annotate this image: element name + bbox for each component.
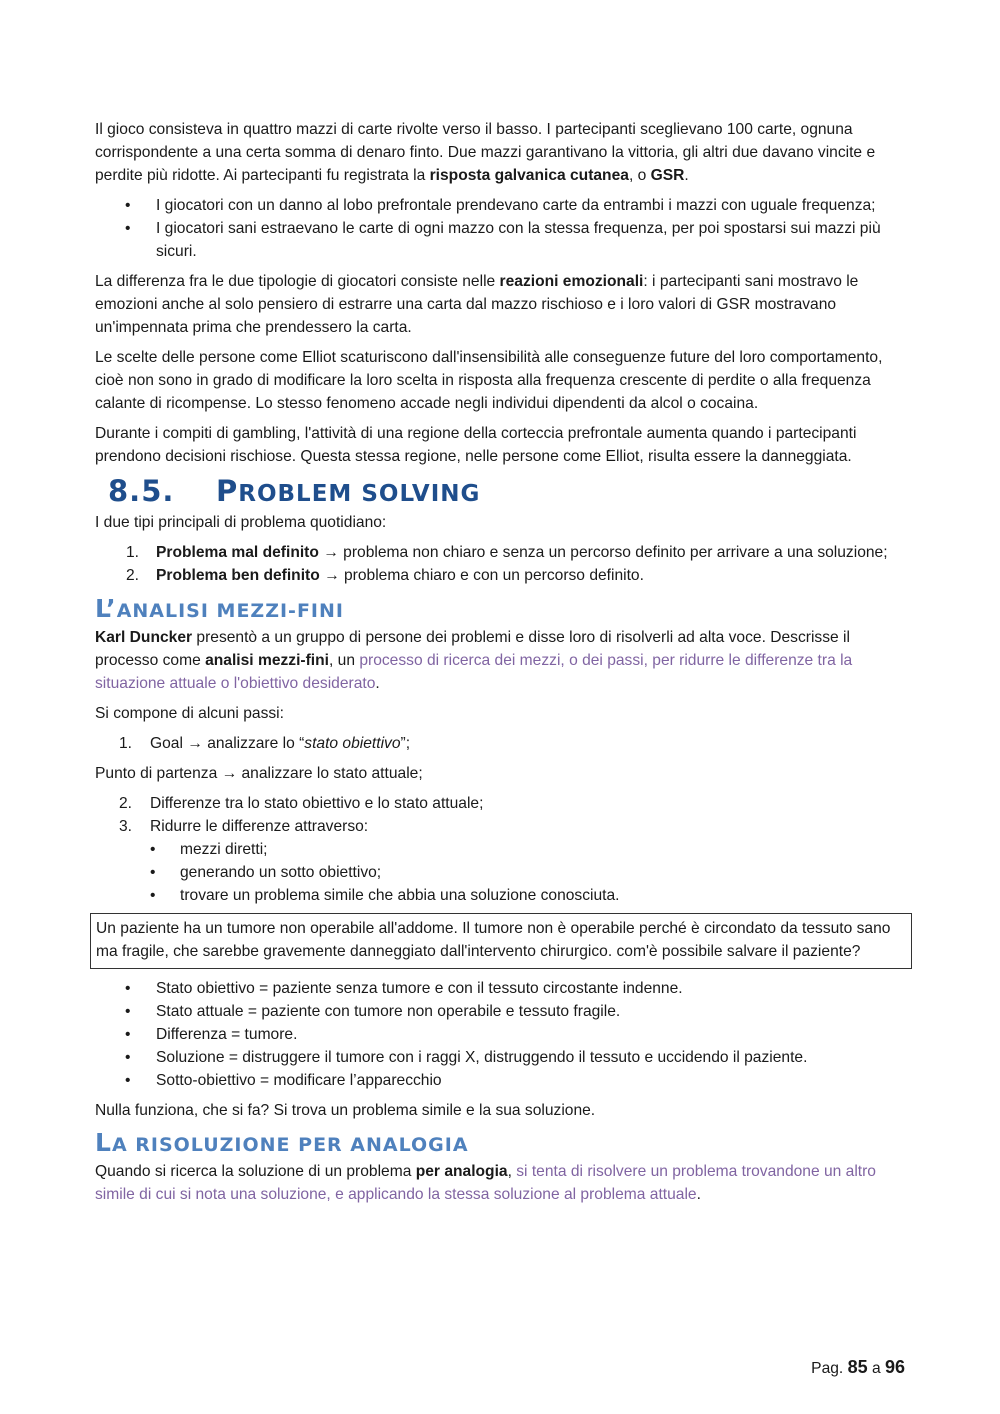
italic-term: stato obiettivo: [304, 735, 401, 752]
text: .: [375, 675, 380, 692]
bold-term: Problema ben definito: [156, 567, 320, 584]
bold-term: reazioni emozionali: [499, 273, 644, 290]
text: ,: [507, 1163, 517, 1180]
nothing-works-paragraph: Nulla funziona, che si fa? Si trova un problema simile e la sua soluzione.: [95, 1102, 596, 1119]
heading-rest: A RISOLUZIONE PER ANALOGIA: [111, 1134, 469, 1156]
highlighted-text: processo di ricerca dei mezzi, o dei passi, per ridurre le differenze tra la situazione attuale o l'obiettivo desiderato: [95, 652, 853, 692]
heading-cap: L: [95, 1128, 112, 1157]
text: Differenze tra lo stato obiettivo e lo stato attuale;: [150, 795, 484, 812]
analogy-paragraph: [95, 1160, 907, 1206]
intro-paragraph-1: [95, 118, 907, 187]
text: → problema non chiaro e senza un percorso definito per arrivare a una soluzione;: [318, 544, 888, 561]
heading-cap: L’: [95, 594, 117, 623]
item-number: 1.: [119, 735, 133, 752]
steps-lead: Si compone di alcuni passi:: [95, 705, 284, 722]
document-page: [95, 118, 907, 1213]
text: → problema chiaro e con un percorso definito.: [319, 567, 644, 584]
section-title-cap: P: [216, 474, 239, 508]
text: Quando si ricerca la soluzione di un problema: [95, 1163, 416, 1180]
text: ”;: [400, 735, 411, 752]
list-item: • Differenza = tumore.: [95, 1023, 907, 1046]
page-footer: [811, 1357, 905, 1378]
list-item: • Stato obiettivo = paziente senza tumore e con il tessuto circostante indenne.: [95, 977, 907, 1000]
step-list-1: [95, 732, 907, 755]
duncker-paragraph: [95, 626, 907, 695]
text: .: [696, 1186, 701, 1203]
text: La differenza fra le due tipologie di giocatori consiste nelle: [95, 273, 500, 290]
subsection-heading-analisi: [95, 594, 907, 626]
page-total: 96: [884, 1357, 905, 1377]
text: .: [684, 167, 689, 184]
intro-bullet-list: [95, 194, 907, 263]
list-item: [95, 815, 907, 907]
text: presentò a un gruppo di persone dei problemi e disse loro di risolverli ad alta voce. Descrisse il processo come: [95, 629, 850, 669]
intro-paragraph-4: Durante i compiti di gambling, l'attività di una regione della corteccia prefrontale aumenta quando i partecipanti prendono decisioni rischiose. Questa stessa regione, nelle persone come Elliot, risulta essere la danneggiata.: [95, 425, 857, 465]
subsection-heading-analogia: [95, 1128, 907, 1160]
bold-term: risposta galvanica cutanea: [429, 167, 629, 184]
section-heading: [95, 474, 907, 511]
step-list-2: [95, 792, 907, 907]
highlighted-text: si tenta di risolvere un problema trovandone un altro simile di cui si nota una soluzione, e applicando la stessa soluzione al problema attuale: [95, 1163, 876, 1203]
item-number: 3.: [119, 818, 133, 835]
footer-prefix: Pag.: [811, 1360, 848, 1377]
section-lead: I due tipi principali di problema quotidiano:: [95, 514, 387, 531]
starting-point-paragraph: Punto di partenza → analizzare lo stato attuale;: [95, 765, 423, 782]
list-item: • Sotto-obiettivo = modificare l’apparecchio: [95, 1069, 907, 1092]
list-item: [95, 732, 907, 755]
list-item: • trovare un problema simile che abbia una soluzione conosciuta.: [95, 884, 907, 907]
bold-term: Problema mal definito: [156, 544, 319, 561]
list-item: [95, 541, 907, 564]
list-item: • Stato attuale = paziente con tumore non operabile e tessuto fragile.: [95, 1000, 907, 1023]
list-item: • Soluzione = distruggere il tumore con i raggi X, distruggendo il tessuto e uccidendo il paziente.: [95, 1046, 907, 1069]
footer-separator: a: [867, 1360, 885, 1377]
text: Il gioco consisteva in quattro mazzi di carte rivolte verso il basso. I partecipanti sceglievano 100 carte, ognuna corrispondente a una certa somma di denaro finto. Due mazzi garantivano la vittoria, gli altri due davano vincite e perdite più ridotte. Ai partecipanti fu registrata la: [95, 121, 876, 184]
bold-term: Karl Duncker: [95, 629, 193, 646]
list-item: • I giocatori con un danno al lobo prefrontale prendevano carte da entrambi i mazzi con uguale frequenza;: [95, 194, 907, 217]
list-item: [95, 792, 907, 815]
bold-term: analisi mezzi-fini: [205, 652, 329, 669]
list-item: • generando un sotto obiettivo;: [95, 861, 907, 884]
problem-type-list: [95, 541, 907, 587]
list-item: [95, 564, 907, 587]
list-item: • I giocatori sani estraevano le carte di ogni mazzo con la stessa frequenza, per poi spostarsi sui mazzi più sicuri.: [95, 217, 907, 263]
item-number: 2.: [119, 795, 133, 812]
example-box: Un paziente ha un tumore non operabile all'addome. Il tumore non è operabile perché è circondato da tessuto sano ma fragile, che sarebbe gravemente danneggiato dall'intervento chirurgico. com'è possibile salvare il paziente?: [90, 913, 912, 969]
example-bullet-list: [95, 977, 907, 1092]
bold-term: per analogia: [415, 1163, 508, 1180]
text: , o: [628, 167, 651, 184]
section-number: 8.5.: [108, 474, 175, 508]
item-number: 1.: [126, 544, 140, 561]
item-number: 2.: [126, 567, 140, 584]
text: Goal → analizzare lo “: [150, 735, 305, 752]
page-number: 85: [847, 1357, 868, 1377]
heading-rest: ANALISI MEZZI-FINI: [116, 600, 344, 622]
list-item: • mezzi diretti;: [95, 838, 907, 861]
text: : i partecipanti sani mostravo le emozioni anche al solo pensiero di estrarre una carta dal mazzo rischioso e i loro valori di GSR mostravano un'impennata prima che prendessero la carta.: [95, 273, 859, 336]
intro-paragraph-3: Le scelte delle persone come Elliot scaturiscono dall'insensibilità alle conseguenze future del loro comportamento, cioè non sono in grado di modificare la loro scelta in risposta alla frequenza crescente di perdite o alla frequenza calante di ricompense. Lo stesso fenomeno accade negli individui dipendenti da alcol o cocaina.: [95, 349, 883, 412]
bold-term: GSR: [650, 167, 685, 184]
section-title-rest: ROBLEM SOLVING: [238, 481, 481, 507]
text: Ridurre le differenze attraverso:: [150, 818, 369, 835]
intro-paragraph-2: [95, 270, 907, 339]
text: , un: [329, 652, 360, 669]
sub-bullet-list: [95, 838, 907, 907]
